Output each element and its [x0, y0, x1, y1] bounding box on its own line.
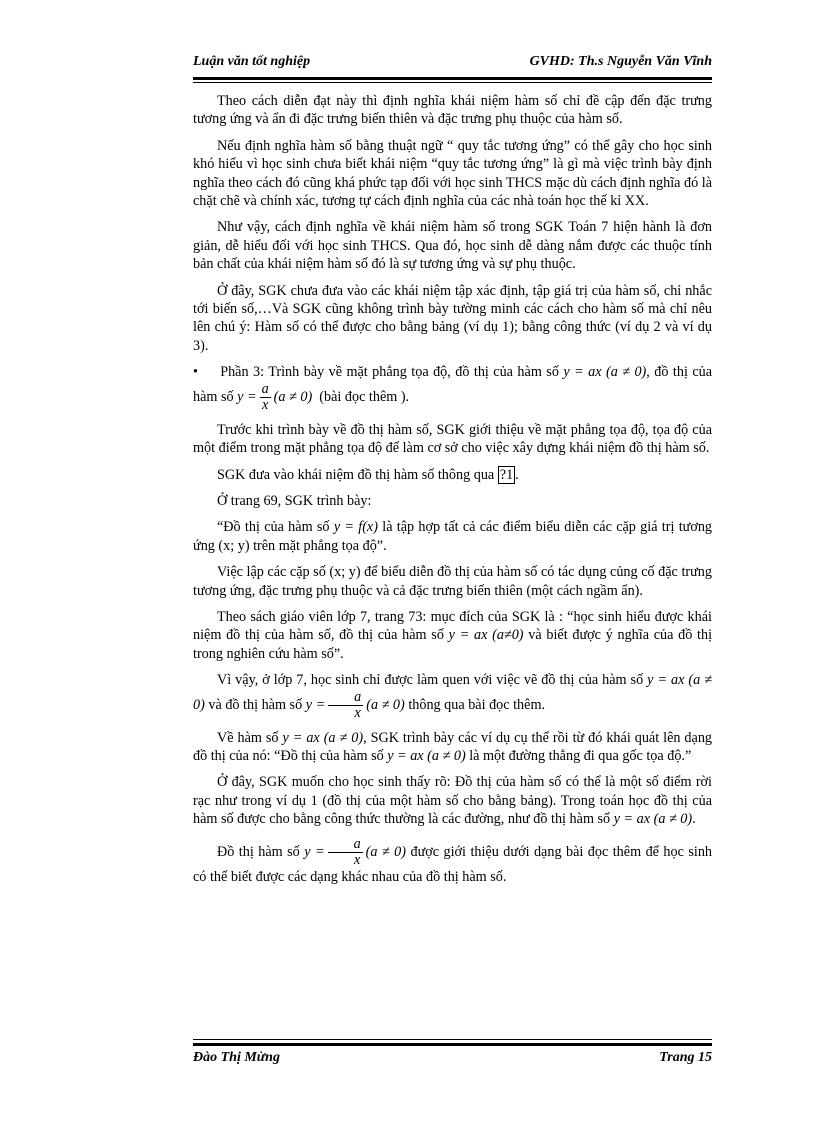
- page-number: Trang 15: [659, 1050, 712, 1065]
- paragraph-7: SGK đưa vào khái niệm đồ thị hàm số thông qua ?1 .: [217, 466, 519, 483]
- page-body: [193, 92, 712, 894]
- paragraph-3: Như vậy, cách định nghĩa về khái niệm hàm số trong SGK Toán 7 hiện hành là đơn giản, dễ hiểu đối với học sinh THCS. Qua đó, học sinh dễ dàng nắm được các thuộc tính bản chất của khái niệm hàm số đó là sự tương ứng và sự phụ thuộc.: [193, 219, 712, 273]
- header-rule-thin: [193, 82, 712, 83]
- paragraph-12: Vì vậy, ở lớp 7, học sinh chỉ được làm quen với việc vẽ đồ thị của hàm số y = ax (a ≠ 0) và đồ thị hàm số y = $\frac{a}{x}$ (a ≠ 0) thông qua bài đọc thêm.: [193, 672, 713, 721]
- fraction-a-over-x: $\frac{a}{x}$: [261, 380, 269, 413]
- formula-fx: y = f(x): [333, 519, 378, 536]
- footer-author: Đào Thị Mừng: [193, 1050, 280, 1065]
- paragraph-15: Đồ thị hàm số y = $\frac{a}{x}$ (a ≠ 0) được giới thiệu dưới dạng bài đọc thêm để học sinh có thể biết được các dạng khác nhau của đồ thị hàm số.: [193, 835, 713, 885]
- header-left: Luận văn tốt nghiệp: [193, 54, 311, 69]
- paragraph-10: Việc lập các cặp số (x; y) để biểu diễn đồ thị của hàm số có tác dụng củng cố đặc trưng tương ứng, đặc trưng phụ thuộc và cả đặc trưng biến thiên (một cách ngầm ẩn).: [193, 564, 712, 599]
- paragraph-8: Ở trang 69, SGK trình bày:: [217, 492, 372, 509]
- paragraph-2: Nếu định nghĩa hàm số bằng thuật ngữ “ quy tắc tương ứng” có thể gây cho học sinh khó hiểu vì học sinh chưa biết khái niệm “quy tắc tương ứng” là gì mà việc trình bày định nghĩa theo cách đó cũng khá phức tạp đối với học sinh THCS mặc dù cách định nghĩa đó là chặt chẽ và chính xác, tương tự cách định nghĩa của các nhà toán học thế kỉ XX.: [193, 137, 712, 210]
- fraction-a-over-x: $\frac{a}{x}$: [328, 690, 363, 721]
- header-rule-thick: [193, 77, 712, 80]
- paragraph-14: Ở đây, SGK muốn cho học sinh thấy rõ: Đồ thị của hàm số có thể là một số điểm rời rạc như trong ví dụ 1 (đồ thị của một hàm số cho bằng bảng). Trong toán học đồ thị của hàm số được cho bằng công thức thường là các đường, như đồ thị hàm số y = ax (a ≠ 0).: [193, 774, 712, 828]
- paragraph-5-bullet: • Phần 3: Trình bày về mặt phẳng tọa độ, đồ thị của hàm số y = ax (a ≠ 0), đồ thị của hàm số y = $\frac{a}{x}$ (a ≠ 0) (bài đọc thêm ).: [193, 364, 713, 413]
- reference-box: ?1: [499, 466, 514, 483]
- paragraph-11: Theo sách giáo viên lớp 7, trang 73: mục đích của SGK là : “học sinh hiểu được khái niệm đồ thị của hàm số, đồ thị của hàm số y = ax (a≠0) và biết được ý nghĩa của đồ thị trong nghiên cứu hàm số”.: [193, 608, 713, 662]
- paragraph-9: “Đồ thị của hàm số y = f(x) là tập hợp tất cả các điểm biểu diễn các cặp giá trị tương ứng (x; y) trên mặt phẳng tọa độ”.: [193, 519, 713, 554]
- paragraph-1: Theo cách diễn đạt này thì định nghĩa khái niệm hàm số chỉ đề cập đến đặc trưng tương ứng và ẩn đi đặc trưng biến thiên và đặc trưng phụ thuộc của hàm số.: [193, 93, 712, 128]
- header-right: GVHD: Th.s Nguyễn Văn Vĩnh: [529, 54, 712, 69]
- bullet-dot: •: [193, 364, 221, 381]
- fraction-a-over-x: $\frac{a}{x}$: [328, 837, 363, 868]
- paragraph-13: Về hàm số y = ax (a ≠ 0), SGK trình bày các ví dụ cụ thể rồi từ đó khái quát lên dạng đồ thị của nó: “Đồ thị của hàm số y = ax (a ≠ 0) là một đường thẳng đi qua gốc tọa độ.”: [193, 729, 713, 764]
- paragraph-4: Ở đây, SGK chưa đưa vào các khái niệm tập xác định, tập giá trị của hàm số, chỉ nhắc tới biến số,…Và SGK cũng không trình bày tường minh các cách cho hàm số mà chỉ nêu lên chú ý: Hàm số có thể được cho bằng bảng (ví dụ 1); bằng công thức (ví dụ 2 và ví dụ 3).: [193, 282, 712, 354]
- footer-rule-thick: [193, 1043, 712, 1046]
- footer-rule-thin: [193, 1039, 712, 1040]
- formula-linear: y = ax (a ≠ 0): [563, 364, 647, 381]
- paragraph-6: Trước khi trình bày về đồ thị hàm số, SGK giới thiệu về mặt phẳng tọa độ, tọa độ của một điểm trong mặt phẳng tọa độ để làm cơ sở cho việc xây dựng khái niệm đồ thị hàm số.: [193, 421, 712, 457]
